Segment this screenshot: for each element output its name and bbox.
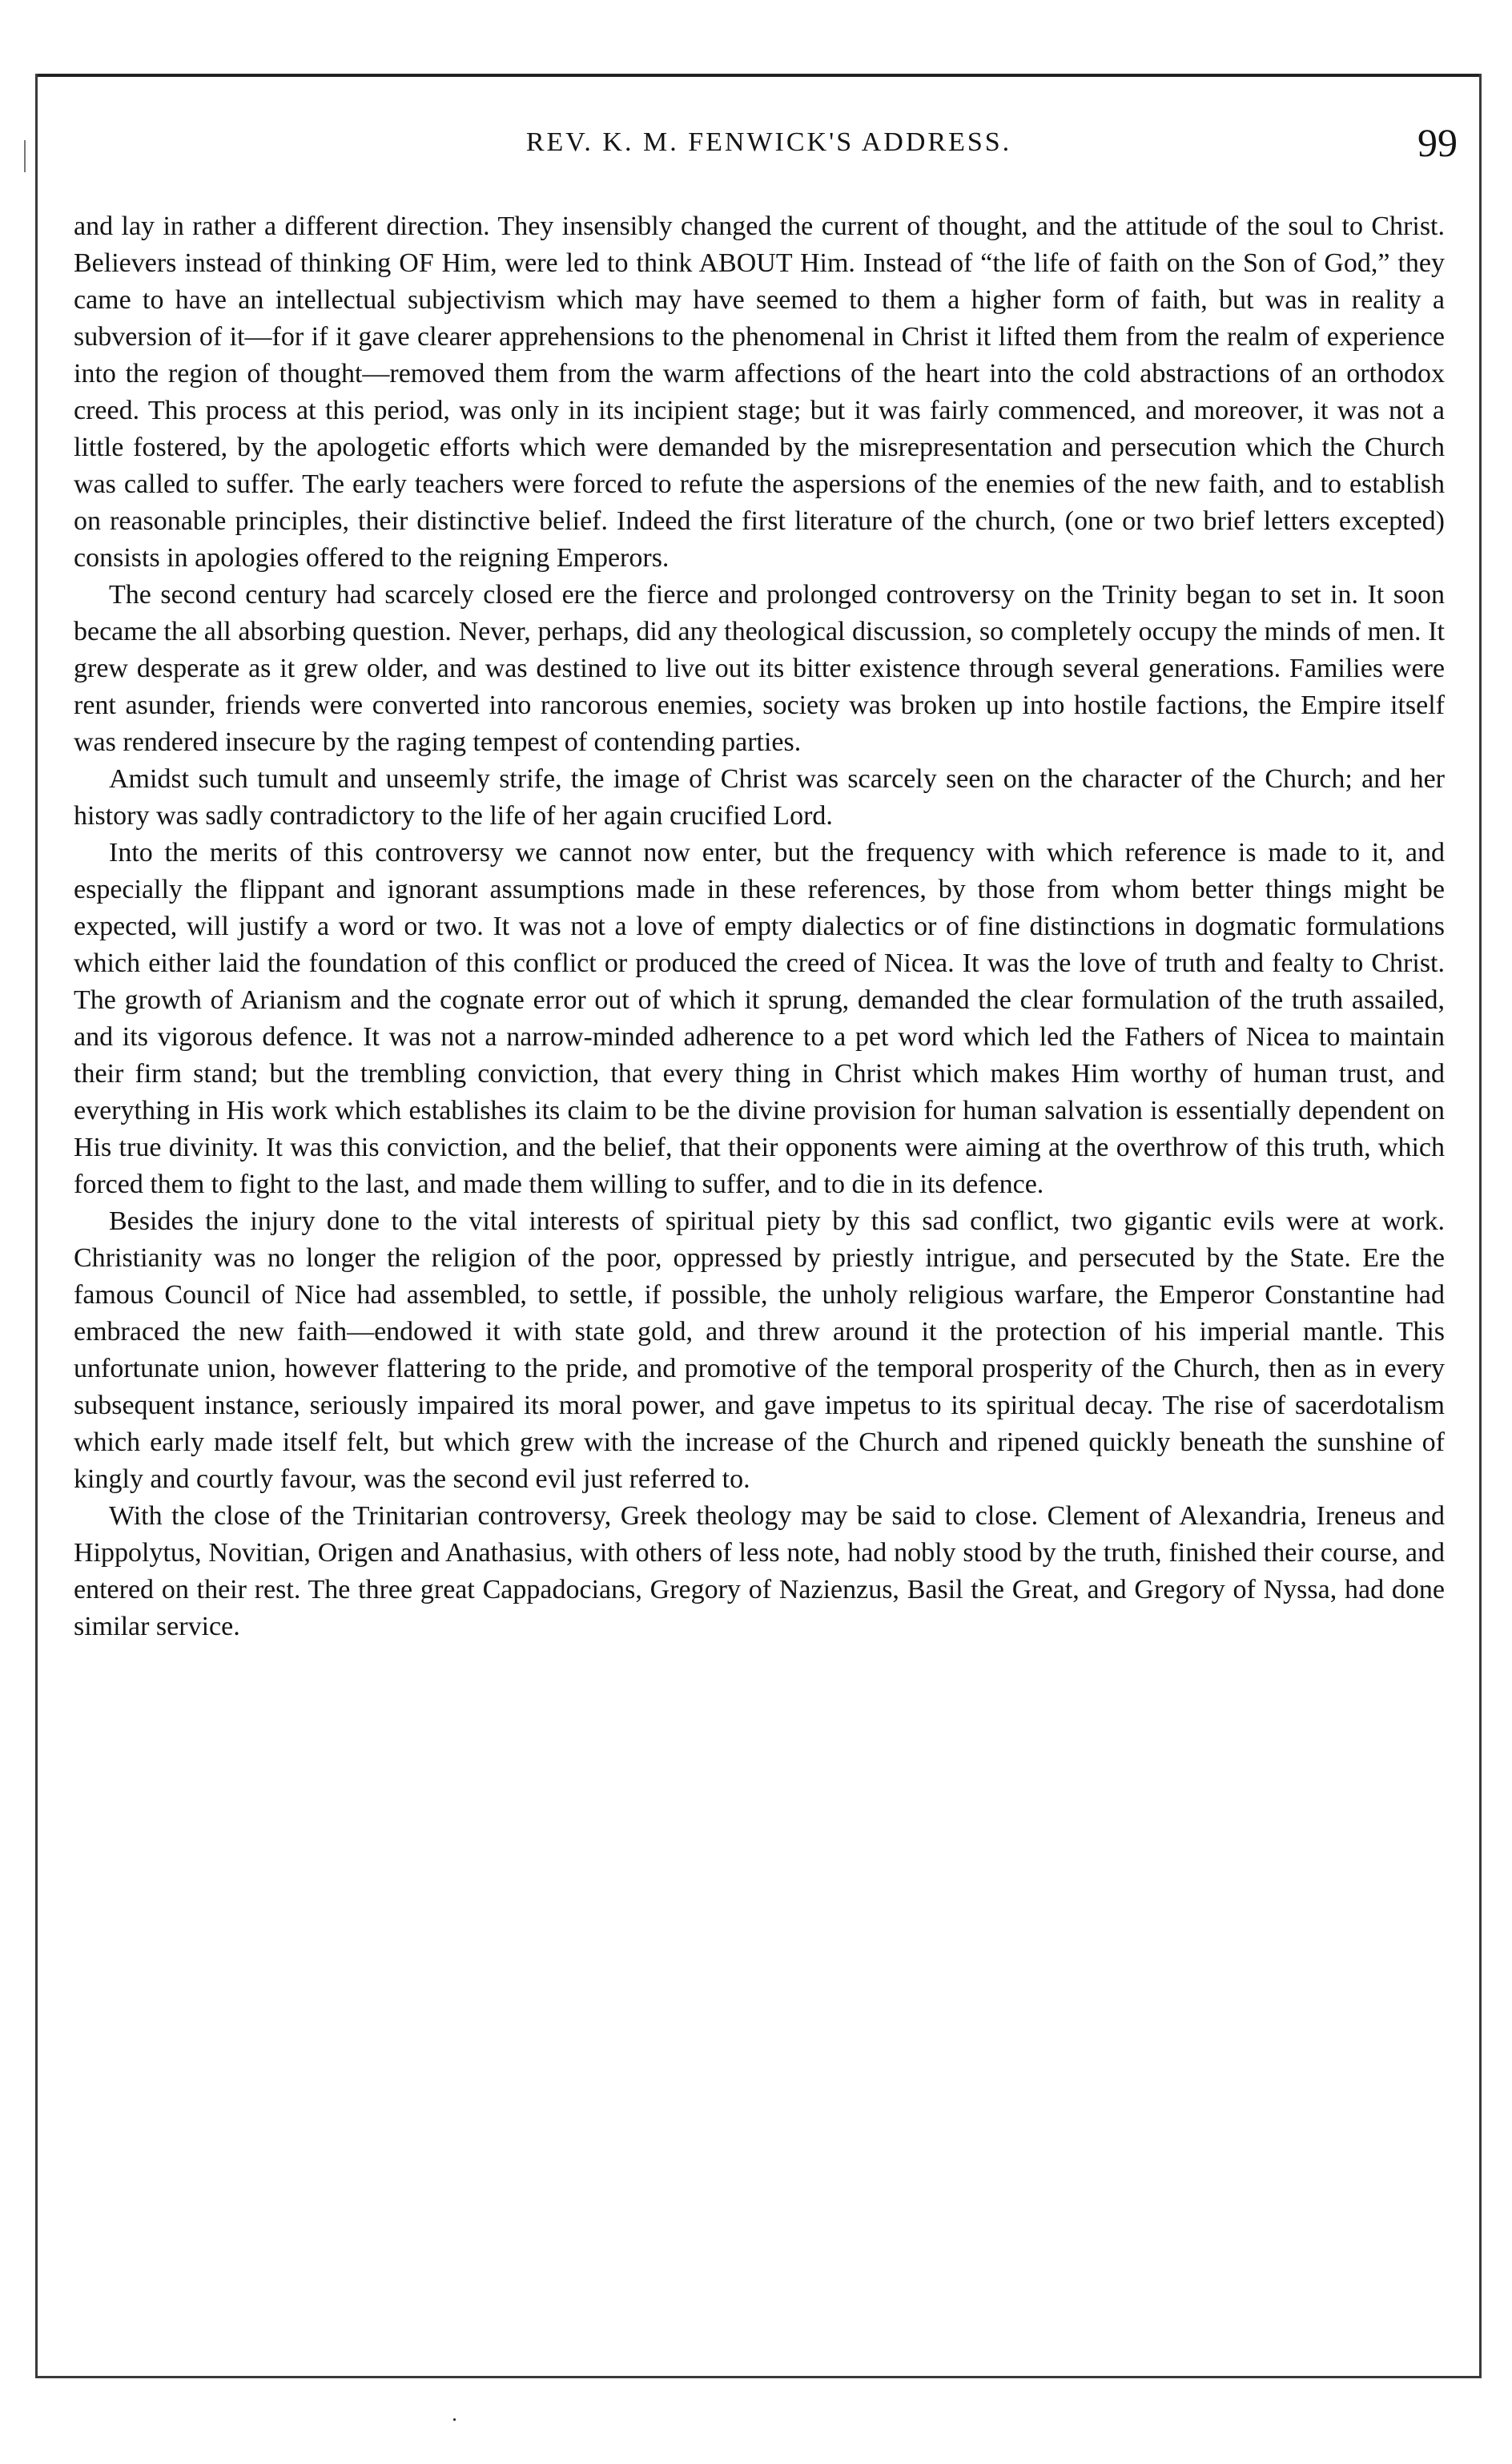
paragraph-3: Amidst such tumult and unseemly strife, the image of Christ was scarcely seen on the character of the Church; and her history was sadly contradictory to the life of her again crucified Lord.	[74, 764, 1445, 831]
left-border-rule	[35, 74, 38, 2377]
page-number: 99	[1418, 120, 1458, 165]
bottom-border-rule	[35, 2376, 1482, 2378]
running-title: REV. K. M. FENWICK'S ADDRESS.	[525, 127, 1012, 157]
body-text	[74, 208, 1445, 1645]
running-head	[80, 120, 1458, 168]
paragraph-6: With the close of the Trinitarian controversy, Greek theology may be said to close. Clement of Alexandria, Ireneus and Hippolytus, Novitian, Origen and Anathasius, with others of less note, had nobly stood by the truth, finished their course, and entered on their rest. The three great Cappadocians, Gregory of Nazienzus, Basil the Great, and Gregory of Nyssa, had done similar service.	[74, 1501, 1445, 1641]
right-border-rule	[1479, 74, 1482, 2377]
paragraph-2: The second century had scarcely closed ere the fierce and prolonged controversy on the Trinity began to set in. It soon became the all absorbing question. Never, perhaps, did any theological discussion, so completely occupy the minds of men. It grew desperate as it grew older, and was destined to live out its bitter existence through several generations. Families were rent asunder, friends were converted into rancorous enemies, society was broken up into hostile factions, the Empire itself was rendered insecure by the raging tempest of contending parties.	[74, 580, 1445, 757]
paragraph-4: Into the merits of this controversy we cannot now enter, but the frequency with which reference is made to it, and especially the flippant and ignorant assumptions made in these references, by those from whom better things might be expected, will justify a word or two. It was not a love of empty dialectics or of fine distinctions in dogmatic formulations which either laid the foundation of this conflict or produced the creed of Nicea. It was the love of truth and fealty to Christ. The growth of Arianism and the cognate error out of which it sprung, demanded the clear formulation of the truth assailed, and its vigorous defence. It was not a narrow-minded adherence to a pet word which led the Fathers of Nicea to maintain their firm stand; but the trembling conviction, that every thing in Christ which makes Him worthy of human trust, and everything in His work which establishes its claim to be the divine provision for human salvation is essentially dependent on His true divinity. It was this conviction, and the belief, that their opponents were aiming at the overthrow of this truth, which forced them to fight to the last, and made them willing to suffer, and to die in its defence.	[74, 838, 1445, 1199]
margin-mark	[24, 140, 26, 172]
paragraph-5: Besides the injury done to the vital interests of spiritual piety by this sad conflict, two gigantic evils were at work. Christianity was no longer the religion of the poor, oppressed by priestly intrigue, and persecuted by the State. Ere the famous Council of Nice had assembled, to settle, if possible, the unholy religious warfare, the Emperor Constantine had embraced the new faith—endowed it with state gold, and threw around it the protection of his imperial mantle. This unfortunate union, however flattering to the pride, and promotive of the temporal prosperity of the Church, then as in every subsequent instance, seriously impaired its moral power, and gave impetus to its spiritual decay. The rise of sacerdotalism which early made itself felt, but which grew with the increase of the Church and ripened quickly beneath the sunshine of kingly and courtly favour, was the second evil just referred to.	[74, 1206, 1445, 1494]
paragraph-1: and lay in rather a different direction. They insensibly changed the current of thought, and the attitude of the soul to Christ. Believers instead of thinking OF Him, were led to think ABOUT Him. Instead of “the life of faith on the Son of God,” they came to have an intellectual subjectivism which may have seemed to them a higher form of faith, but was in reality a subversion of it—for if it gave clearer apprehensions to the phenomenal in Christ it lifted them from the realm of experience into the region of thought—removed them from the warm affections of the heart into the cold abstractions of an orthodox creed. This process at this period, was only in its incipient stage; but it was fairly commenced, and moreover, it was not a little fostered, by the apologetic efforts which were demanded by the misrepresentation and persecution which the Church was called to suffer. The early teachers were forced to refute the aspersions of the enemies of the new faith, and to establish on reasonable principles, their distinctive belief. Indeed the first literature of the church, (one or two brief letters excepted) consists in apologies offered to the reigning Emperors.	[74, 211, 1445, 573]
footer-dot: .	[452, 2402, 457, 2426]
top-border-rule	[35, 74, 1482, 77]
